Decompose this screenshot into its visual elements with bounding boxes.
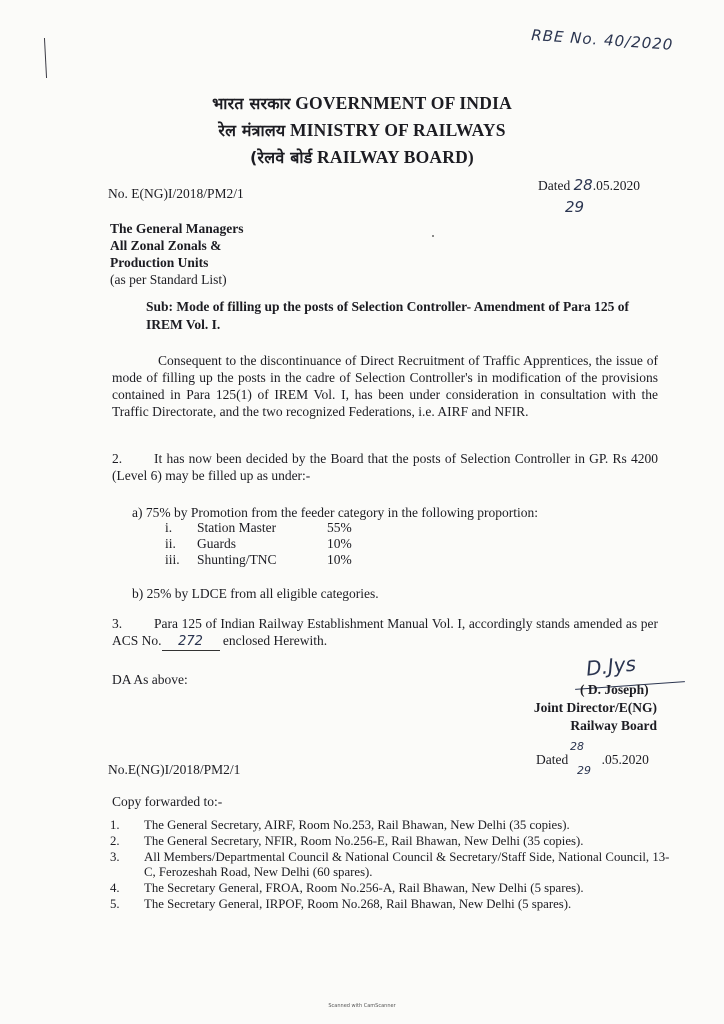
list-text: The General Secretary, AIRF, Room No.253, Rail Bhawan, New Delhi (35 copies). — [144, 818, 570, 832]
letterhead-hindi-2: रेल मंत्रालय — [218, 121, 286, 140]
paragraph-text: Para 125 of Indian Railway Establishment Manual Vol. I, accordingly stands amended as per ACS No. — [112, 616, 658, 648]
list-text: The General Secretary, NFIR, Room No.256-E, Rail Bhawan, New Delhi (35 copies). — [144, 834, 584, 848]
list-item — [110, 818, 670, 833]
scanner-watermark: Scanned with CamScanner — [328, 1003, 396, 1009]
addressee-line: The General Managers — [110, 221, 244, 236]
handwritten-day-correction: 29 — [565, 198, 585, 216]
scan-speck — [432, 235, 434, 237]
row-percent: 55% — [327, 520, 352, 535]
proportion-row — [165, 536, 352, 552]
rbe-handwritten-note: RBE No. 40/2020 — [530, 26, 674, 54]
reference-number: No. E(NG)I/2018/PM2/1 — [108, 186, 244, 201]
row-label: Shunting/TNC — [197, 552, 277, 567]
list-number: 1. — [110, 818, 120, 832]
copy-forwarded-label: Copy forwarded to:- — [112, 794, 223, 809]
dated-label: Dated — [536, 752, 569, 767]
addressee-line: Production Units — [110, 255, 209, 270]
list-text: The Secretary General, IRPOF, Room No.268, Rail Bhawan, New Delhi (5 spares). — [144, 897, 572, 911]
paragraph-number: 2. — [112, 451, 123, 466]
list-text: The Secretary General, FROA, Room No.256-A, Rail Bhawan, New Delhi (5 spares). — [144, 881, 584, 895]
issue-date — [538, 176, 640, 194]
signatory-name: ( D. Joseph) — [580, 682, 649, 697]
dated-month-year: .05.2020 — [592, 178, 640, 193]
addressee-block — [110, 220, 243, 288]
row-number: ii. — [165, 536, 176, 551]
list-number: 4. — [110, 881, 120, 895]
enclosure-note: DA As above: — [112, 672, 188, 687]
letterhead-english-2: MINISTRY OF RAILWAYS — [289, 120, 506, 140]
list-number: 2. — [110, 834, 120, 848]
signature: D.Jys — [584, 651, 638, 681]
paragraph-number: 3. — [112, 616, 123, 631]
list-number: 3. — [110, 850, 120, 864]
letterhead-line-3 — [0, 146, 724, 168]
handwritten-day-2-top: 28 — [570, 740, 584, 753]
proportion-row — [165, 552, 352, 568]
letterhead-hindi-3: (रेलवे बोर्ड — [250, 148, 313, 167]
acs-number-handwritten: 272 — [162, 633, 220, 651]
copy-recipient-list — [110, 818, 670, 913]
row-label: Station Master — [197, 520, 277, 535]
letterhead-english-3: RAILWAY BOARD) — [317, 147, 474, 167]
proportion-table — [165, 520, 352, 568]
list-text: All Members/Departmental Council & National Council & Secretary/Staff Side, National Council, 13-C, Ferozeshah Road, New Delhi (60 spares). — [144, 850, 670, 879]
addressee-line: All Zonal Zonals & — [110, 238, 222, 253]
row-percent: 10% — [327, 552, 352, 567]
handwritten-day: 28 — [573, 176, 593, 194]
addressee-note: (as per Standard List) — [110, 272, 227, 287]
letterhead-hindi-1: भारत सरकार — [212, 94, 291, 113]
letterhead-line-2 — [0, 119, 724, 141]
row-number: iii. — [165, 552, 180, 567]
paragraph-2 — [112, 450, 658, 484]
dated-label: Dated — [538, 178, 571, 193]
proportion-row — [165, 520, 352, 536]
list-item — [110, 897, 670, 912]
list-number: 5. — [110, 897, 120, 911]
signatory-designation: Joint Director/E(NG) — [533, 700, 657, 715]
paragraph-text: It has now been decided by the Board that the posts of Selection Controller in GP. Rs 4200 (Level 6) may be filled up as under:- — [112, 451, 658, 483]
row-label: Guards — [197, 536, 236, 551]
handwritten-day-2-bottom: 29 — [577, 764, 591, 777]
list-item — [110, 881, 670, 896]
subject-line: Sub: Mode of filling up the posts of Selection Controller- Amendment of Para 125 of IREM Vol. I. — [146, 299, 629, 332]
row-percent: 10% — [327, 536, 352, 551]
list-item — [110, 850, 670, 880]
margin-pen-mark — [44, 38, 47, 78]
letterhead-english-1: GOVERNMENT OF INDIA — [295, 93, 512, 113]
list-item — [110, 834, 670, 849]
issue-date-2 — [536, 752, 649, 768]
dated-month-year: .05.2020 — [601, 752, 649, 767]
paragraph-3 — [112, 615, 658, 651]
signatory-organization: Railway Board — [570, 718, 657, 733]
letterhead-line-1 — [0, 92, 724, 114]
row-number: i. — [165, 520, 173, 535]
item-b: b) 25% by LDCE from all eligible categories. — [132, 586, 379, 601]
reference-number-2: No.E(NG)I/2018/PM2/1 — [108, 762, 241, 777]
paragraph-1: Consequent to the discontinuance of Direct Recruitment of Traffic Apprentices, the issue of mode of filling up the posts in the cadre of Selection Controller's in modification of the provisions contained in Para 125(1) of IREM Vol. I, has been under consideration in consultation with the Traffic Directorate, and the two recognized Federations, i.e. AIRF and NFIR. — [112, 353, 658, 419]
item-a: a) 75% by Promotion from the feeder category in the following proportion: — [132, 505, 539, 520]
paragraph-text-end: enclosed Herewith. — [219, 633, 328, 648]
